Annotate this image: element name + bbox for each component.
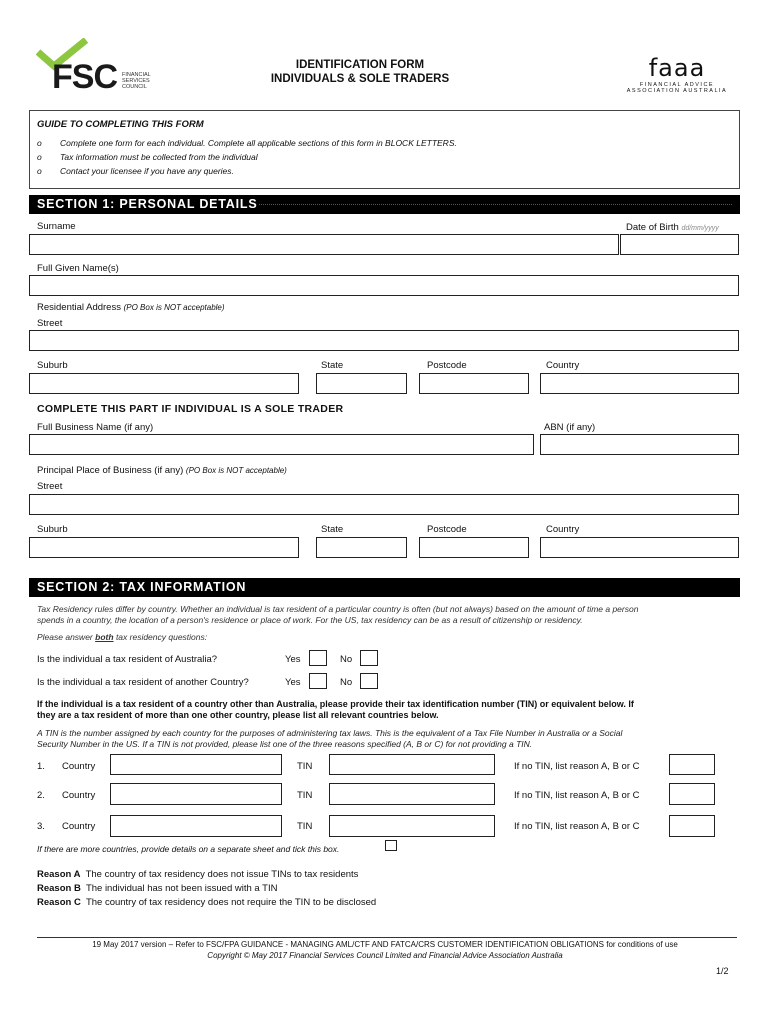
faaa-logo-sub2: ASSOCIATION AUSTRALIA [626,88,728,94]
principal-place-label: Principal Place of Business (if any) [37,465,184,476]
postcode-field[interactable] [419,373,529,394]
given-names-label: Full Given Name(s) [37,263,119,274]
reason-c-text: The country of tax residency does not require the TIN to be disclosed [85,897,377,908]
page-number: 1/2 [716,966,729,976]
row2-tin-label: TIN [297,790,313,801]
row3-country-field[interactable] [110,815,282,837]
postcode2-field[interactable] [419,537,529,558]
q1-no-checkbox[interactable] [360,650,378,666]
state-label: State [321,360,344,371]
fsc-logo-sub-2: SERVICES [122,78,150,84]
dob-label: Date of Birth [626,222,679,233]
row1-tin-label: TIN [297,761,313,772]
row3-country-label: Country [62,821,96,832]
state2-field[interactable] [316,537,407,558]
row3-reason-label: If no TIN, list reason A, B or C [514,821,640,832]
answer-both: both [95,632,114,642]
footer-line1: 19 May 2017 version – Refer to FSC/FPA GUIDANCE - MANAGING AML/CTF AND FATCA/CRS CUSTOMER IDENTIFICATION OBLIGATIONS for conditions of use [92,940,678,949]
more-countries-checkbox[interactable] [385,840,397,851]
tin-def-line1: A TIN is the number assigned by each country for the purposes of administering tax laws. This is the equivalent of a Tax File Number in Australia or a Social [37,728,623,738]
row2-country-label: Country [62,790,96,801]
suburb2-field[interactable] [29,537,299,558]
reason-c-label: Reason C [37,897,81,908]
row2-reason-field[interactable] [669,783,715,805]
postcode-label: Postcode [427,360,467,371]
fsc-logo-sub-3: COUNCIL [122,84,147,90]
street2-field[interactable] [29,494,739,515]
footer-divider [37,937,737,938]
guide-item-3: Contact your licensee if you have any queries. [60,166,234,176]
q2-yes-checkbox[interactable] [309,673,327,689]
guide-bullet-1: o [37,138,42,148]
principal-place-note: (PO Box is NOT acceptable) [185,466,287,475]
country-label: Country [546,360,580,371]
country2-label: Country [546,524,580,535]
fsc-logo-text: FSC [52,58,117,96]
tin-instr-line1: If the individual is a tax resident of a country other than Australia, please provide their tax identification number (TIN) or equivalent below. If [37,699,634,709]
res-address-label: Residential Address [37,302,121,313]
faaa-logo-text: faaa [648,54,706,82]
row2-tin-field[interactable] [329,783,495,805]
business-name-label: Full Business Name (if any) [37,422,154,433]
section1-header [29,195,740,214]
row3-tin-field[interactable] [329,815,495,837]
row3-reason-field[interactable] [669,815,715,837]
form-title: IDENTIFICATION FORM [295,59,425,71]
reason-b-text: The individual has not been issued with a TIN [85,883,278,894]
sole-trader-heading: COMPLETE THIS PART IF INDIVIDUAL IS A SOLE TRADER [37,403,344,415]
abn-label: ABN (if any) [544,422,596,433]
more-countries-text: If there are more countries, provide details on a separate sheet and tick this box. [37,844,340,854]
res-address-note: (PO Box is NOT acceptable) [123,303,225,312]
q2-no-label: No [340,677,353,688]
section2-header [29,578,740,597]
q1-yes-label: Yes [285,654,301,665]
q1-no-label: No [340,654,353,665]
tin-instr-line2: they are a tax resident of more than one other country, please list all relevant countries below. [37,710,439,720]
section2-title: SECTION 2: TAX INFORMATION [37,580,247,594]
row1-reason-field[interactable] [669,754,715,775]
q2-label: Is the individual a tax resident of another Country? [37,677,249,688]
suburb2-label: Suburb [37,524,68,535]
footer-line2: Copyright © May 2017 Financial Services Council Limited and Financial Advice Association Australia [207,951,563,960]
row2-num: 2. [37,790,45,801]
state2-label: State [321,524,344,535]
q2-yes-label: Yes [285,677,301,688]
q1-yes-checkbox[interactable] [309,650,327,666]
row2-reason-label: If no TIN, list reason A, B or C [514,790,640,801]
given-names-field[interactable] [29,275,739,296]
street2-label: Street [37,481,63,492]
guide-item-2: Tax information must be collected from the individual [60,152,258,162]
postcode2-label: Postcode [427,524,467,535]
faaa-logo [622,56,732,98]
section1-title: SECTION 1: PERSONAL DETAILS [37,197,258,211]
street-field[interactable] [29,330,739,351]
row3-num: 3. [37,821,45,832]
q1-label: Is the individual a tax resident of Australia? [37,654,218,665]
row1-tin-field[interactable] [329,754,495,775]
guide-box [29,110,740,189]
business-name-field[interactable] [29,434,534,455]
reason-a-label: Reason A [37,869,81,880]
form-subtitle: INDIVIDUALS & SOLE TRADERS [270,73,450,85]
fsc-logo-sub-1: FINANCIAL [122,72,151,78]
guide-bullet-2: o [37,152,42,162]
row1-country-field[interactable] [110,754,282,775]
surname-label: Surname [37,221,76,232]
country2-field[interactable] [540,537,739,558]
row1-country-label: Country [62,761,96,772]
dob-hint: dd/mm/yyyy [681,225,719,232]
faaa-logo-sub1: FINANCIAL ADVICE [639,82,715,88]
answer-prefix: Please answer [37,632,93,642]
state-field[interactable] [316,373,407,394]
row1-reason-label: If no TIN, list reason A, B or C [514,761,640,772]
tin-def-line2: Security Number in the US. If a TIN is not provided, please list one of the three reasons specified (A, B or C) for not providing a TIN. [37,739,533,749]
abn-field[interactable] [540,434,739,455]
answer-suffix: tax residency questions: [115,632,208,642]
guide-bullet-3: o [37,166,42,176]
suburb-label: Suburb [37,360,68,371]
reason-b-label: Reason B [37,883,81,894]
surname-field[interactable] [29,234,619,255]
country-field[interactable] [540,373,739,394]
row2-country-field[interactable] [110,783,282,805]
guide-title: GUIDE TO COMPLETING THIS FORM [37,119,204,130]
reason-a-text: The country of tax residency does not issue TINs to tax residents [85,869,359,880]
row1-num: 1. [37,761,45,772]
street-label: Street [37,318,63,329]
tax-intro-line1: Tax Residency rules differ by country. Whether an individual is tax resident of a particular country is often (but not always) based on the amount of time a person [37,604,639,614]
q2-no-checkbox[interactable] [360,673,378,689]
tax-intro-line2: spends in a country, the location of a person's residence or place of work. For the US, tax residency can be as a result of citizenship or residency. [37,615,583,625]
dob-field[interactable] [620,234,739,255]
fsc-logo [36,38,156,96]
guide-item-1: Complete one form for each individual. Complete all applicable sections of this form in BLOCK LETTERS. [60,138,457,148]
row3-tin-label: TIN [297,821,313,832]
suburb-field[interactable] [29,373,299,394]
